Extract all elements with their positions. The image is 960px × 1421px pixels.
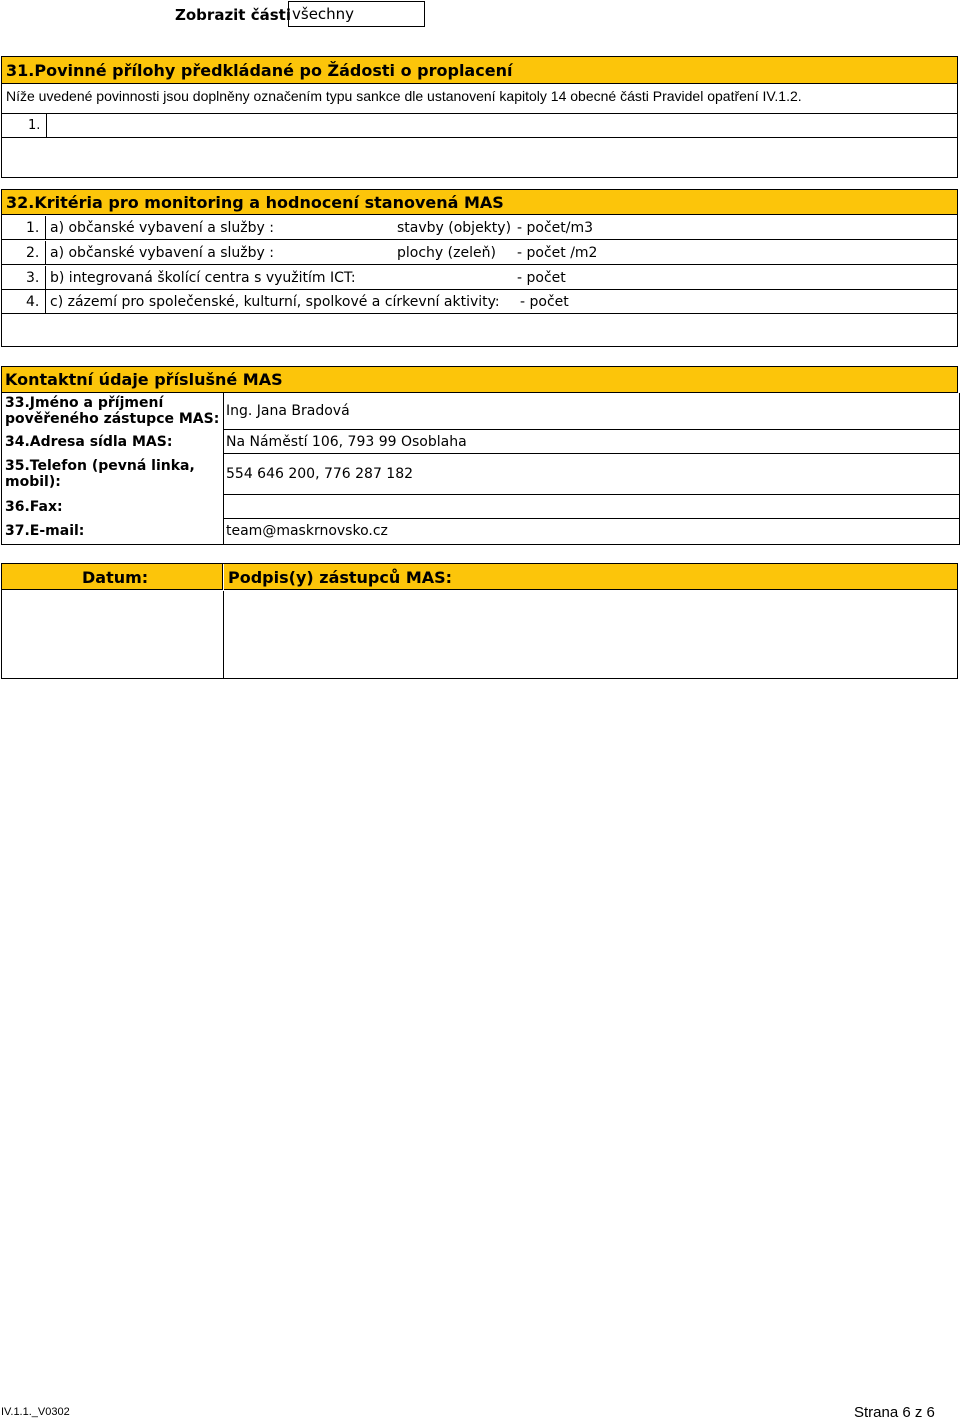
criteria-row [2, 216, 957, 240]
row-separator [45, 241, 46, 265]
criteria-unit: - počet [517, 270, 566, 286]
fax-value-box [223, 494, 960, 519]
attachment-row [2, 113, 957, 138]
row-separator [45, 290, 46, 314]
criteria-text: c) zázemí pro společenské, kulturní, spolkové a církevní aktivity: [50, 294, 500, 310]
row-separator [45, 266, 46, 290]
criteria-text: a) občanské vybavení a služby : [50, 245, 274, 261]
name-value: Ing. Jana Bradová [226, 403, 350, 419]
phone-label: 35.Telefon (pevná linka, mobil): [5, 458, 195, 490]
criteria-row [2, 266, 957, 290]
criteria-number: 4. [26, 294, 40, 310]
page-number: Strana 6 z 6 [854, 1404, 935, 1421]
row-separator [45, 216, 46, 240]
contact-section [1, 366, 958, 544]
criteria-detail: plochy (zeleň) [397, 245, 496, 261]
signature-divider [223, 591, 224, 678]
row-separator [46, 114, 47, 138]
show-parts-label: Zobrazit části [175, 6, 291, 24]
criteria-number: 2. [26, 245, 40, 261]
criteria-text: a) občanské vybavení a služby : [50, 220, 274, 236]
section-31 [1, 56, 958, 178]
email-value: team@maskrnovsko.cz [226, 523, 388, 539]
email-label: 37.E-mail: [5, 523, 85, 539]
criteria-number: 1. [26, 220, 40, 236]
criteria-row [2, 241, 957, 265]
section-31-description: Níže uvedené povinnosti jsou doplněny označením typu sankce dle ustanovení kapitoly 14 obecné části Pravidel opatření IV.1.2. [6, 88, 802, 104]
attachment-row-number: 1. [28, 118, 41, 133]
criteria-text: b) integrovaná školící centra s využitím ICT: [50, 270, 356, 286]
signature-table [1, 563, 958, 679]
phone-value: 554 646 200, 776 287 182 [226, 466, 414, 482]
criteria-detail: stavby (objekty) [397, 220, 512, 236]
name-label: 33.Jméno a příjmení pověřeného zástupce MAS: [5, 395, 220, 427]
criteria-unit: - počet [520, 294, 569, 310]
criteria-unit: - počet/m3 [517, 220, 594, 236]
section-32-title: 32.Kritéria pro monitoring a hodnocení stanovená MAS [6, 193, 504, 212]
criteria-number: 3. [26, 270, 40, 286]
address-label: 34.Adresa sídla MAS: [5, 434, 173, 450]
fax-label: 36.Fax: [5, 499, 63, 515]
signature-label: Podpis(y) zástupců MAS: [228, 568, 453, 587]
criteria-unit: - počet /m2 [517, 245, 598, 261]
date-label: Datum: [82, 568, 149, 587]
section-32 [1, 189, 958, 347]
form-version: IV.1.1._V0302 [1, 1406, 70, 1418]
show-parts-select[interactable]: všechny [288, 1, 425, 27]
criteria-row [2, 290, 957, 314]
section-31-title: 31.Povinné přílohy předkládané po Žádosti o proplacení [6, 61, 513, 80]
contact-section-title: Kontaktní údaje příslušné MAS [5, 370, 283, 389]
address-value: Na Náměstí 106, 793 99 Osoblaha [226, 434, 467, 450]
